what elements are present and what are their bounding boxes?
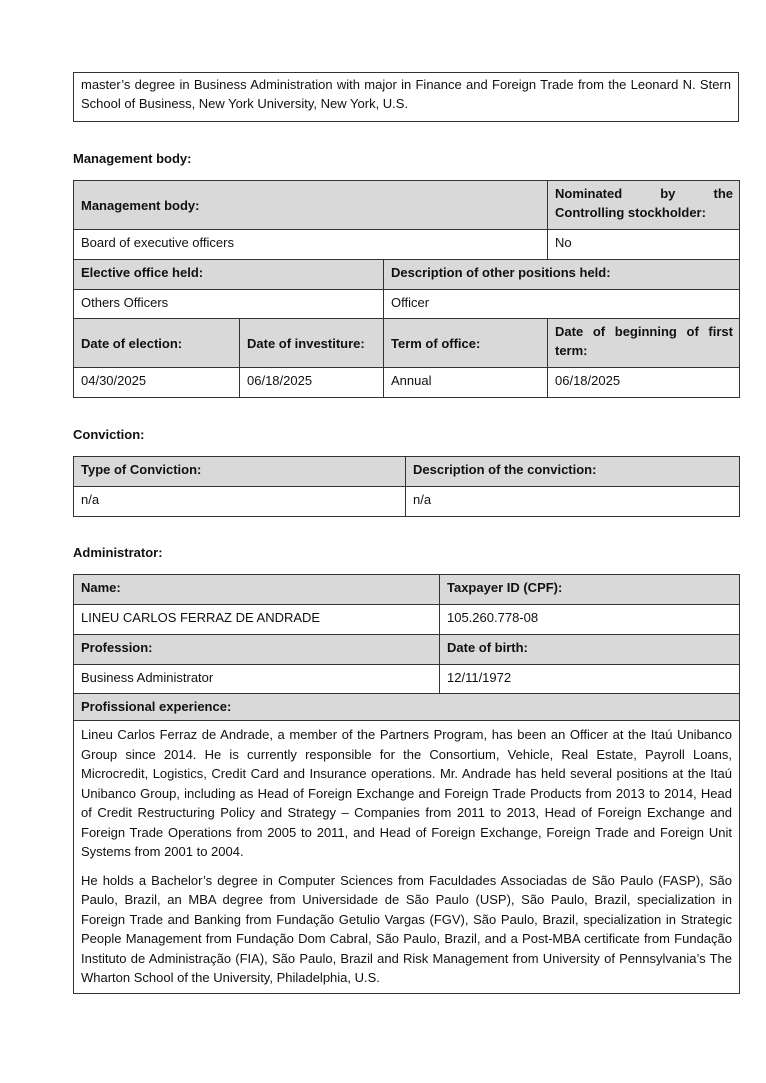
experience-paragraph-1: Lineu Carlos Ferraz de Andrade, a member of the Partners Program, has been an Officer at the Itaú Unibanco Group since 2014. He is currently responsible for the Consortium, Vehicle, Real Estate, Payroll Loans, Microcredit, Logistics, Credit Card and Insurance operations. Mr. Andrade has held several positions at the Itaú Unibanco Group, including as Head of Foreign Exchange and Foreign Trade Products from 2013 to 2014, Head of Credit Restructuring Policy and Strategy – Companies from 2011 to 2013, Head of Foreign Exchange and Foreign Trade Operations from 2005 to 2011, and Head of Foreign Exchange, Foreign Trade and Foreign Unit Systems from 2001 to 2004. bbox=[81, 727, 732, 859]
experience-paragraph-2: He holds a Bachelor’s degree in Computer Sciences from Faculdades Associadas de São Paulo (FASP), São Paulo, Brazil, an MBA degree from Universidade de São Paulo (USP), São Paulo, Brazil, specialization in Foreign Trade and Banking from Fundação Getulio Vargas (FGV), São Paulo, Brazil, specialization in Strategic People Management from Fundação Dom Cabral, São Paulo, Brazil, and a Post-MBA certificate from Fundação Instituto de Administração (FIA), São Paulo, Brazil and Risk Management from University of Pennsylvania’s The Wharton School of the University, Philadelphia, U.S. bbox=[81, 872, 732, 985]
education-continuation-box bbox=[73, 72, 739, 122]
other-positions-value: Officer bbox=[384, 290, 740, 319]
conviction-type-label: Type of Conviction: bbox=[74, 457, 406, 487]
administrator-table bbox=[73, 574, 739, 994]
birth-date-label: Date of birth: bbox=[440, 635, 740, 665]
election-date-label: Date of election: bbox=[74, 319, 240, 368]
conviction-heading: Conviction: bbox=[73, 427, 145, 442]
nominated-label: Nominated by the Controlling stockholder: bbox=[548, 181, 740, 230]
conviction-description-value: n/a bbox=[406, 487, 740, 517]
name-value: LINEU CARLOS FERRAZ DE ANDRADE bbox=[74, 605, 440, 635]
professional-experience-label: Profissional experience: bbox=[74, 694, 740, 721]
profession-value: Business Administrator bbox=[74, 665, 440, 694]
nominated-value: No bbox=[548, 230, 740, 260]
administrator-heading: Administrator: bbox=[73, 545, 163, 560]
management-body-value: Board of executive officers bbox=[74, 230, 548, 260]
election-date-value: 04/30/2025 bbox=[74, 368, 240, 398]
other-positions-label: Description of other positions held: bbox=[384, 260, 740, 290]
elective-office-label: Elective office held: bbox=[74, 260, 384, 290]
birth-date-value: 12/11/1972 bbox=[440, 665, 740, 694]
term-of-office-value: Annual bbox=[384, 368, 548, 398]
cpf-value: 105.260.778-08 bbox=[440, 605, 740, 635]
investiture-date-value: 06/18/2025 bbox=[240, 368, 384, 398]
first-term-date-value: 06/18/2025 bbox=[548, 368, 740, 398]
first-term-date-label: Date of beginning of first term: bbox=[548, 319, 740, 368]
conviction-description-label: Description of the conviction: bbox=[406, 457, 740, 487]
cpf-label: Taxpayer ID (CPF): bbox=[440, 575, 740, 605]
profession-label: Profession: bbox=[74, 635, 440, 665]
conviction-table bbox=[73, 456, 739, 517]
professional-experience-cell bbox=[74, 721, 740, 994]
management-body-label: Management body: bbox=[74, 181, 548, 230]
conviction-type-value: n/a bbox=[74, 487, 406, 517]
name-label: Name: bbox=[74, 575, 440, 605]
education-continuation-text: master’s degree in Business Administration with major in Finance and Foreign Trade from the Leonard N. Stern School of Business, New York University, New York, U.S. bbox=[81, 77, 731, 111]
investiture-date-label: Date of investiture: bbox=[240, 319, 384, 368]
management-body-heading: Management body: bbox=[73, 151, 192, 166]
term-of-office-label: Term of office: bbox=[384, 319, 548, 368]
management-body-table bbox=[73, 180, 739, 398]
elective-office-value: Others Officers bbox=[74, 290, 384, 319]
